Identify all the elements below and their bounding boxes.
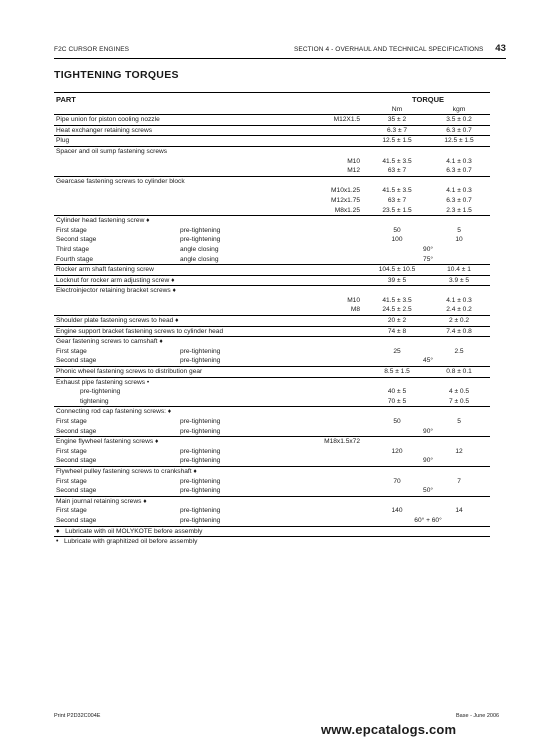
part-description: First stage <box>56 477 87 485</box>
table-row <box>54 136 490 147</box>
table-row <box>54 367 490 378</box>
table-row <box>54 377 490 387</box>
torque-nm-value <box>366 377 428 387</box>
torque-nm-value: 41.5 ± 3.5 <box>382 187 412 195</box>
torque-kgm-value: 4.1 ± 0.3 <box>446 187 472 195</box>
torque-kgm-value <box>428 377 490 387</box>
part-description: Second stage <box>56 427 97 435</box>
table-row <box>54 506 490 516</box>
part-description: Second stage <box>56 516 97 524</box>
thread-spec <box>284 447 366 457</box>
table-row <box>54 305 490 315</box>
torque-nm-value: 39 ± 5 <box>366 275 428 286</box>
torque-kgm-value <box>428 286 490 296</box>
table-row <box>54 176 490 186</box>
table-row <box>54 196 490 206</box>
torque-nm-value: 70 ± 5 <box>387 397 407 405</box>
table-row <box>54 437 490 447</box>
torque-nm-value <box>366 146 428 156</box>
tightening-torques-table <box>54 92 490 547</box>
torque-kgm-value: 14 <box>455 507 463 515</box>
torque-kgm-value: 3.9 ± 5 <box>428 275 490 286</box>
part-description <box>54 157 284 167</box>
part-description: Engine flywheel fastening screws ♦ <box>54 437 284 447</box>
torque-kgm-value <box>428 176 490 186</box>
unit-nm-header: Nm <box>391 105 403 113</box>
thread-spec: M8 <box>350 306 361 314</box>
torque-angle-value: 60° + 60° <box>414 516 442 524</box>
thread-spec <box>284 235 366 245</box>
torque-nm-value: 104.5 ± 10.5 <box>366 265 428 276</box>
torque-kgm-value: 4 ± 0.5 <box>448 388 470 396</box>
footnote <box>54 526 490 537</box>
thread-spec: M12X1.5 <box>284 115 366 126</box>
part-description: Second stage <box>56 487 97 495</box>
table-row <box>54 286 490 296</box>
torque-kgm-value: 2 ± 0.2 <box>428 316 490 327</box>
table-header-row <box>54 93 490 105</box>
tightening-phase: pre-tightening <box>180 226 221 234</box>
table-row <box>54 417 490 427</box>
part-description: First stage <box>56 347 87 355</box>
torque-angle-value: 90° <box>423 245 434 253</box>
torque-nm-value: 24.5 ± 2.5 <box>382 306 412 314</box>
tightening-phase: pre-tightening <box>180 507 221 515</box>
watermark-url: www.epcatalogs.com <box>321 722 457 737</box>
torque-kgm-value: 4.1 ± 0.3 <box>446 296 472 304</box>
torque-kgm-value: 4.1 ± 0.3 <box>446 157 472 165</box>
torque-nm-value: 8.5 ± 1.5 <box>366 367 428 378</box>
part-description <box>54 186 284 196</box>
part-description: Second stage <box>56 236 97 244</box>
torque-angle-value: 90° <box>423 457 434 465</box>
torque-nm-value <box>366 407 428 417</box>
torque-kgm-value: 2.4 ± 0.2 <box>446 306 472 314</box>
part-column-header: PART <box>54 93 366 105</box>
torque-kgm-value: 5 <box>457 226 461 234</box>
part-description: Electroinjector retaining bracket screws ♦ <box>54 286 366 296</box>
part-description <box>54 166 284 176</box>
table-row <box>54 265 490 276</box>
thread-spec <box>284 356 366 366</box>
table-row <box>54 456 490 466</box>
torque-nm-value: 100 <box>391 236 403 244</box>
table-row <box>54 226 490 236</box>
torque-nm-value <box>366 437 428 447</box>
tightening-phase: pre-tightening <box>180 236 221 244</box>
tightening-phase: angle closing <box>180 245 219 253</box>
header-manual-title: F2C CURSOR ENGINES <box>54 46 130 53</box>
footnote-row <box>54 537 490 547</box>
torque-angle-value: 90° <box>423 427 434 435</box>
part-description: Gear fastening screws to camshaft ♦ <box>54 337 366 347</box>
torque-nm-value: 41.5 ± 3.5 <box>382 157 412 165</box>
thread-spec: M12x1.75 <box>331 196 361 204</box>
torque-kgm-value: 7.4 ± 0.8 <box>428 326 490 337</box>
tightening-phase: pre-tightening <box>180 477 221 485</box>
torque-kgm-value <box>428 146 490 156</box>
tightening-phase: pre-tightening <box>180 418 221 425</box>
thread-spec: M10 <box>347 157 361 165</box>
torque-nm-value: 12.5 ± 1.5 <box>366 136 428 147</box>
part-description: tightening <box>80 397 109 405</box>
part-description: Pipe union for piston cooling nozzle <box>54 115 284 126</box>
thread-spec <box>284 516 366 526</box>
table-row <box>54 166 490 176</box>
table-row <box>54 206 490 216</box>
torque-kgm-value: 6.3 ± 0.7 <box>428 125 490 136</box>
part-description: pre-tightening <box>80 388 121 396</box>
torque-nm-value: 63 ± 7 <box>387 196 407 204</box>
table-row <box>54 125 490 136</box>
torque-kgm-value: 5 <box>457 418 461 425</box>
torque-angle-value: 45° <box>423 357 434 365</box>
footnote <box>54 537 490 547</box>
table-row <box>54 255 490 265</box>
table-row <box>54 245 490 255</box>
table-row <box>54 337 490 347</box>
part-description: Heat exchanger retaining screws <box>54 125 366 136</box>
table-row <box>54 216 490 226</box>
torque-kgm-value: 3.5 ± 0.2 <box>428 115 490 126</box>
unit-kgm-header: kgm <box>452 105 466 113</box>
part-description: First stage <box>56 507 87 515</box>
part-description: Fourth stage <box>56 255 94 263</box>
torque-nm-value: 50 <box>393 418 401 425</box>
part-description: First stage <box>56 447 87 455</box>
header-page-number: 43 <box>495 43 506 54</box>
part-description: Rocker arm shaft fastening screw <box>54 265 366 276</box>
torque-nm-value <box>366 176 428 186</box>
torque-kgm-value: 6.3 ± 0.7 <box>446 167 472 175</box>
part-description <box>54 196 284 206</box>
table-row <box>54 186 490 196</box>
tightening-phase: pre-tightening <box>180 357 221 365</box>
table-row <box>54 387 490 397</box>
torque-nm-value: 20 ± 2 <box>366 316 428 327</box>
footnote-row <box>54 526 490 537</box>
table-row <box>54 347 490 357</box>
thread-spec <box>284 417 366 427</box>
thread-spec: M8x1.25 <box>334 206 361 214</box>
part-description: Cylinder head fastening screw ♦ <box>54 216 366 226</box>
table-row <box>54 477 490 487</box>
table-row <box>54 296 490 306</box>
part-description: Locknut for rocker arm adjusting screw ♦ <box>54 275 366 286</box>
torque-nm-value: 40 ± 5 <box>387 388 407 396</box>
part-description: Gearcase fastening screws to cylinder block <box>54 176 366 186</box>
torque-kgm-value <box>428 216 490 226</box>
torque-column-header: TORQUE <box>366 93 490 105</box>
tightening-phase: pre-tightening <box>180 516 221 524</box>
thread-spec <box>284 245 366 255</box>
part-description <box>54 305 284 315</box>
part-description: Spacer and oil sump fastening screws <box>54 146 366 156</box>
table-row <box>54 397 490 407</box>
tightening-phase: angle closing <box>180 255 219 263</box>
table-row <box>54 496 490 506</box>
torque-kgm-value <box>428 337 490 347</box>
footnote-text: Lubricate with graphitized oil before assembly <box>63 538 198 546</box>
thread-spec <box>284 456 366 466</box>
footnote-marker: ♦ <box>56 527 60 535</box>
torque-nm-value <box>366 286 428 296</box>
thread-spec <box>284 255 366 265</box>
part-description: Flywheel pulley fastening screws to crankshaft ♦ <box>54 466 366 476</box>
footer-edition: Base - June 2006 <box>456 713 500 719</box>
torque-kgm-value <box>428 437 490 447</box>
table-row <box>54 447 490 457</box>
torque-kgm-value <box>428 466 490 476</box>
table-row <box>54 516 490 526</box>
part-description: Engine support bracket fastening screws to cylinder head <box>54 326 366 337</box>
torque-nm-value: 23.5 ± 1.5 <box>382 206 412 214</box>
torque-nm-value <box>366 216 428 226</box>
table-row <box>54 115 490 126</box>
torque-nm-value: 50 <box>393 226 401 234</box>
torque-kgm-value: 10.4 ± 1 <box>428 265 490 276</box>
part-description <box>54 296 284 306</box>
part-description: Plug <box>54 136 366 147</box>
table-row <box>54 466 490 476</box>
table-row <box>54 316 490 327</box>
header-section-title: SECTION 4 - OVERHAUL AND TECHNICAL SPECIFICATIONS <box>294 46 484 53</box>
part-description: First stage <box>56 226 87 234</box>
tightening-phase: pre-tightening <box>180 347 221 355</box>
part-description: Shoulder plate fastening screws to head ♦ <box>54 316 366 327</box>
torque-kgm-value: 2.5 <box>454 347 464 355</box>
torque-kgm-value: 7 ± 0.5 <box>448 397 470 405</box>
thread-spec <box>284 506 366 516</box>
part-description: Second stage <box>56 457 97 465</box>
torque-kgm-value: 6.3 ± 0.7 <box>446 196 472 204</box>
table-row <box>54 275 490 286</box>
torque-nm-value: 140 <box>391 507 403 515</box>
tightening-phase: pre-tightening <box>180 457 221 465</box>
tightening-phase: pre-tightening <box>180 427 221 435</box>
thread-spec: M10x1.25 <box>331 187 361 195</box>
tightening-phase: pre-tightening <box>180 447 221 455</box>
torque-kgm-value: 12 <box>455 447 463 455</box>
torque-nm-value: 6.3 ± 7 <box>366 125 428 136</box>
thread-spec: M18x1.5x72 <box>284 437 366 447</box>
torque-kgm-value <box>428 407 490 417</box>
thread-spec: M10 <box>347 296 361 304</box>
torque-nm-value: 35 ± 2 <box>366 115 428 126</box>
thread-spec <box>284 226 366 236</box>
part-description: Exhaust pipe fastening screws • <box>54 377 366 387</box>
table-row <box>54 146 490 156</box>
thread-spec <box>284 427 366 437</box>
page-header <box>54 40 506 59</box>
tightening-phase: pre-tightening <box>180 487 221 495</box>
part-description: First stage <box>56 418 87 425</box>
footnote-marker: • <box>56 538 59 546</box>
part-description: Connecting rod cap fastening screws: ♦ <box>54 407 366 417</box>
thread-spec <box>284 347 366 357</box>
torque-nm-value: 25 <box>393 347 401 355</box>
torque-nm-value: 120 <box>391 447 403 455</box>
table-row <box>54 235 490 245</box>
torque-kgm-value: 10 <box>455 236 463 244</box>
part-description: Phonic wheel fastening screws to distribution gear <box>54 367 366 378</box>
torque-nm-value <box>366 337 428 347</box>
torque-kgm-value <box>428 496 490 506</box>
part-description: Third stage <box>56 245 89 253</box>
table-row <box>54 427 490 437</box>
table-row <box>54 356 490 366</box>
table-unit-row <box>54 105 490 115</box>
table-row <box>54 407 490 417</box>
torque-nm-value <box>366 466 428 476</box>
part-description <box>54 206 284 216</box>
table-body <box>54 115 490 547</box>
table-row <box>54 486 490 496</box>
torque-angle-value: 75° <box>423 255 434 263</box>
thread-spec <box>284 486 366 496</box>
torque-nm-value: 70 <box>393 477 401 485</box>
part-description: Second stage <box>56 357 97 365</box>
table-row <box>54 157 490 167</box>
thread-spec <box>284 477 366 487</box>
page-title: TIGHTENING TORQUES <box>54 69 179 81</box>
table-row <box>54 326 490 337</box>
torque-kgm-value: 7 <box>457 477 461 485</box>
footnote-text: Lubricate with oil MOLYKOTE before assembly <box>65 527 203 535</box>
part-description: Main journal retaining screws ♦ <box>54 496 366 506</box>
torque-kgm-value: 0.8 ± 0.1 <box>428 367 490 378</box>
torque-nm-value: 74 ± 8 <box>366 326 428 337</box>
torque-kgm-value: 12.5 ± 1.5 <box>428 136 490 147</box>
footer-print-code: Print P2D32C004E <box>54 713 101 719</box>
torque-kgm-value: 2.3 ± 1.5 <box>446 206 472 214</box>
torque-angle-value: 50° <box>423 487 434 495</box>
torque-nm-value: 63 ± 7 <box>387 167 407 175</box>
torque-nm-value <box>366 496 428 506</box>
torque-nm-value: 41.5 ± 3.5 <box>382 296 412 304</box>
thread-spec: M12 <box>347 167 361 175</box>
